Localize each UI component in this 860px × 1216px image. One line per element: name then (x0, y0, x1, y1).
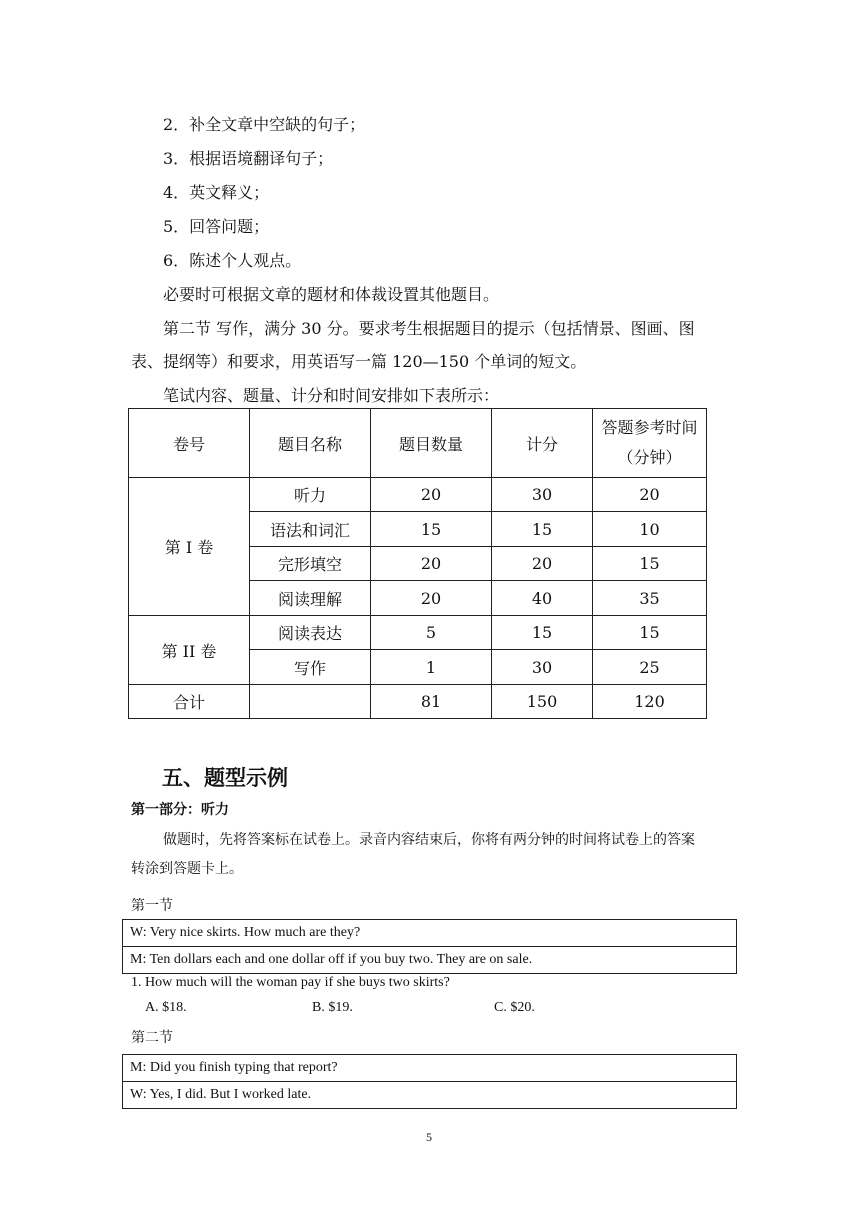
header-time (593, 409, 707, 478)
dialog-line: M: Ten dollars each and one dollar off if you buy two. They are on sale. (123, 946, 736, 973)
option-c: C. $20. (494, 1000, 535, 1015)
row-time: 10 (593, 512, 707, 547)
instruction-line1: 做题时，先将答案标在试卷上。录音内容结束后，你将有两分钟的时间将试卷上的答案 (163, 832, 695, 848)
row-count: 15 (371, 512, 492, 547)
row-score: 30 (492, 478, 593, 512)
table-header-row (129, 409, 707, 478)
table-total-row (129, 685, 707, 719)
header-question-name: 题目名称 (250, 409, 371, 478)
dialog-box (122, 919, 737, 974)
table-intro: 笔试内容、题量、计分和时间安排如下表所示： (163, 386, 500, 405)
total-count: 81 (371, 685, 492, 719)
table-row (129, 616, 707, 650)
header-paper: 卷号 (129, 409, 250, 478)
row-score: 15 (492, 616, 593, 650)
option-a: A. $18. (145, 1000, 187, 1015)
row-name: 完形填空 (250, 547, 371, 581)
instruction-line2: 转涂到答题卡上。 (131, 861, 243, 877)
list-item: 2．补全文章中空缺的句子； (163, 115, 366, 134)
row-score: 20 (492, 547, 593, 581)
row-score: 30 (492, 650, 593, 685)
header-question-count: 题目数量 (371, 409, 492, 478)
question-text: 1. How much will the woman pay if she buys two skirts? (131, 975, 450, 990)
dialog-line: W: Yes, I did. But I worked late. (123, 1081, 736, 1108)
paper2-cell: 第 II 卷 (129, 616, 250, 685)
sub-section-label: 第二节 (131, 1030, 173, 1046)
row-name: 写作 (250, 650, 371, 685)
dialog-line: W: Very nice skirts. How much are they? (130, 925, 361, 940)
note-paragraph: 必要时可根据文章的题材和体裁设置其他题目。 (163, 285, 500, 304)
section-title: 五、题型示例 (162, 766, 288, 790)
sub-section-label: 第一节 (131, 898, 173, 914)
row-time: 20 (593, 478, 707, 512)
row-score: 15 (492, 512, 593, 547)
list-item: 5．回答问题； (163, 217, 270, 236)
total-score: 150 (492, 685, 593, 719)
row-count: 20 (371, 478, 492, 512)
list-item: 3．根据语境翻译句子； (163, 149, 334, 168)
header-time-line2: （分钟） (617, 448, 682, 467)
row-name: 阅读理解 (250, 581, 371, 616)
exam-schedule-table (128, 408, 707, 719)
writing-paragraph-line2: 表、提纲等）和要求，用英语写一篇 120—150 个单词的短文。 (131, 352, 587, 371)
row-time: 15 (593, 616, 707, 650)
row-score: 40 (492, 581, 593, 616)
row-time: 25 (593, 650, 707, 685)
row-time: 35 (593, 581, 707, 616)
total-label: 合计 (129, 685, 250, 719)
table-row (129, 478, 707, 512)
row-name: 语法和词汇 (250, 512, 371, 547)
option-b: B. $19. (312, 1000, 353, 1015)
row-count: 1 (371, 650, 492, 685)
row-count: 5 (371, 616, 492, 650)
row-count: 20 (371, 547, 492, 581)
row-time: 15 (593, 547, 707, 581)
total-time: 120 (593, 685, 707, 719)
page-number: 5 (426, 1130, 432, 1144)
list-item: 6．陈述个人观点。 (163, 251, 302, 270)
part-title: 第一部分：听力 (131, 802, 229, 818)
row-name: 阅读表达 (250, 616, 371, 650)
list-item: 4．英文释义； (163, 183, 270, 202)
header-score: 计分 (492, 409, 593, 478)
row-name: 听力 (250, 478, 371, 512)
row-count: 20 (371, 581, 492, 616)
total-name (250, 685, 371, 719)
dialog-line: M: Did you finish typing that report? (130, 1060, 338, 1075)
paper1-cell: 第 I 卷 (129, 478, 250, 616)
header-time-line1: 答题参考时间 (601, 418, 698, 437)
writing-paragraph-line1: 第二节 写作，满分 30 分。要求考生根据题目的提示（包括情景、图画、图 (163, 319, 695, 338)
dialog-box (122, 1054, 737, 1109)
